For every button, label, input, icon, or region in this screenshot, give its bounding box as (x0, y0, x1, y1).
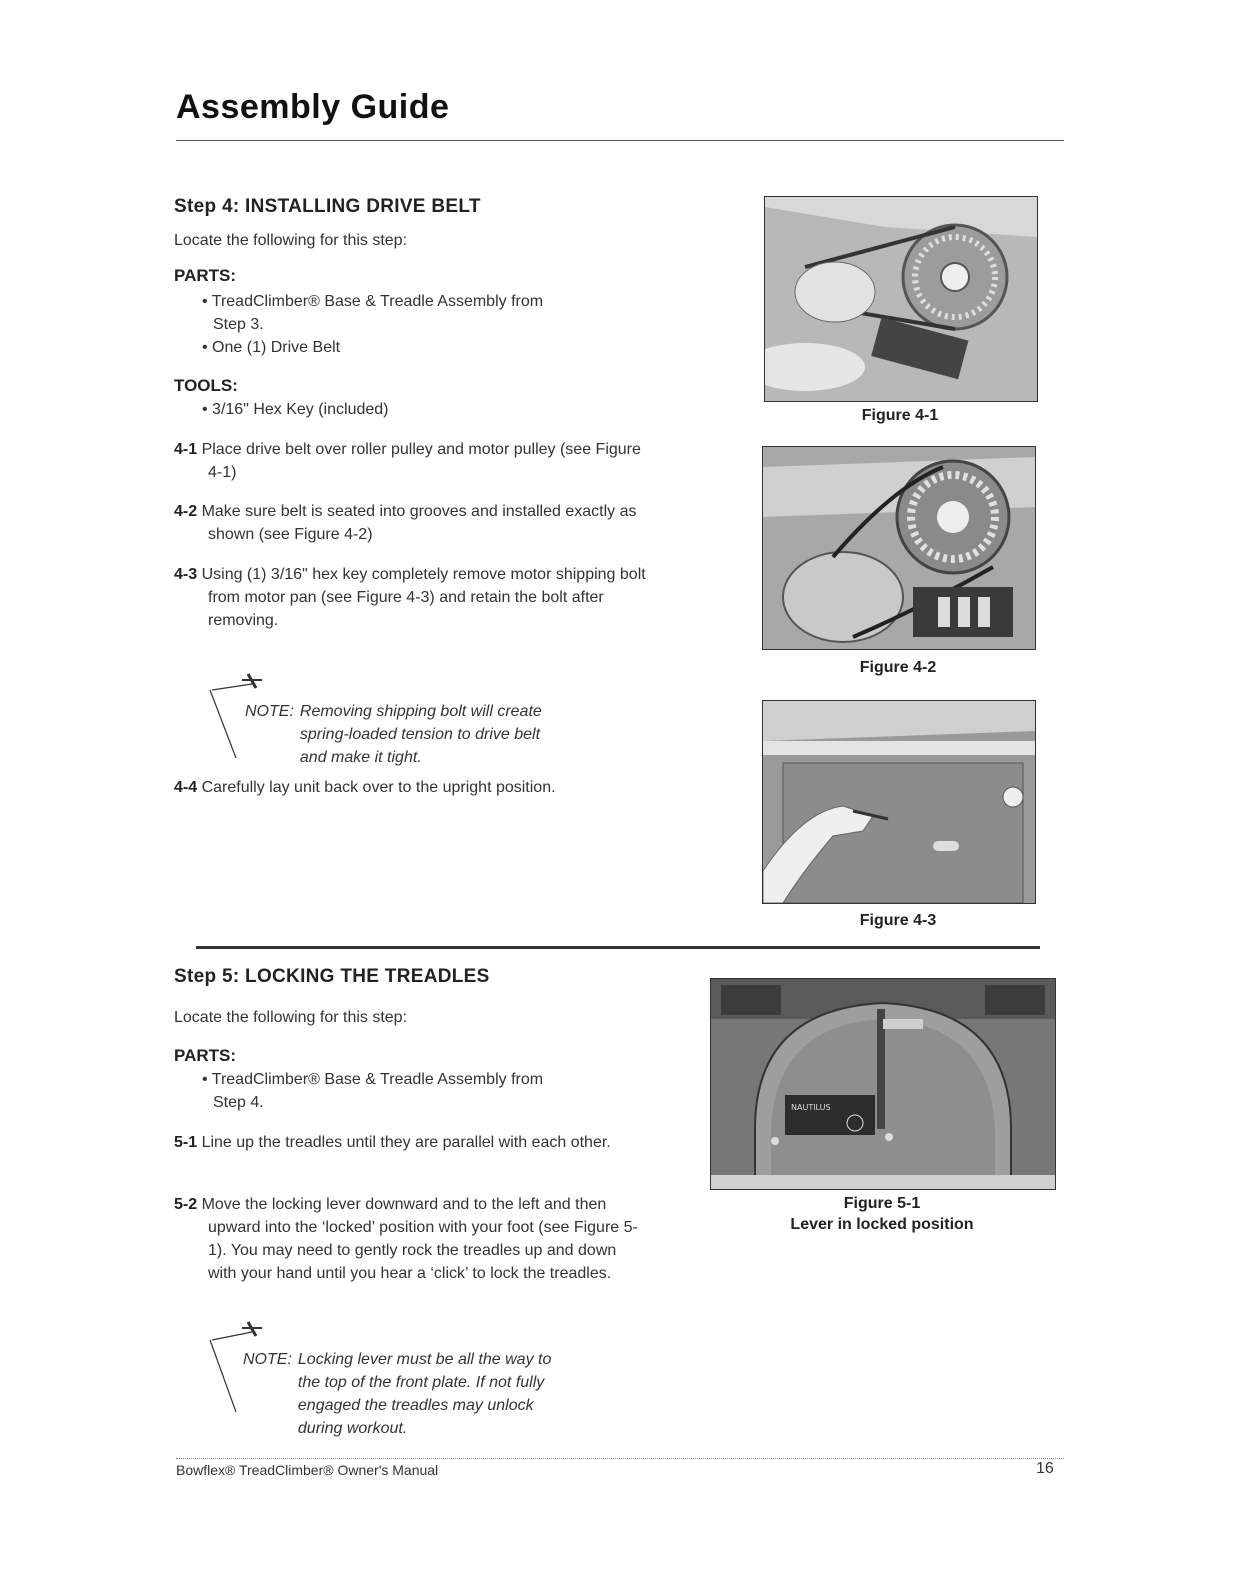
figure-4-3-image (762, 700, 1036, 904)
step4-part-item: • TreadClimber® Base & Treadle Assembly from (202, 293, 544, 310)
nameplate-brand: NAUTILUS (791, 1103, 831, 1112)
instruction-number: 4-4 (174, 779, 198, 796)
step5-part-item: • TreadClimber® Base & Treadle Assembly from (202, 1071, 544, 1088)
step5-heading (174, 966, 490, 988)
page-number: 16 (1036, 1460, 1054, 1477)
figure-4-1-image (764, 196, 1038, 402)
figure-4-2-image (762, 446, 1036, 650)
step4-heading-text: INSTALLING DRIVE BELT (245, 196, 481, 217)
locking-lever-photo (711, 979, 1055, 1189)
note-line: Removing shipping bolt will create (299, 703, 542, 720)
note-line: during workout. (297, 1420, 408, 1437)
step4-instruction-4-1 (174, 438, 648, 484)
instruction-number: 4-3 (174, 566, 198, 583)
instruction-text: Using (1) 3/16" hex key completely remove motor shipping bolt from motor pan (see Figure 4-3) and retain the bolt after removing. (201, 566, 646, 629)
instruction-text: Carefully lay unit back over to the upright position. (201, 779, 556, 796)
step4-part-item: Step 3. (213, 316, 264, 333)
figure-5-1-subcaption: Lever in locked position (790, 1216, 974, 1233)
figure-5-1-image (710, 978, 1056, 1190)
step5-instruction-5-1 (174, 1131, 648, 1154)
note-label: NOTE: (245, 703, 294, 720)
note-line: the top of the front plate. If not fully (297, 1374, 545, 1391)
step5-part-item: Step 4. (213, 1094, 264, 1111)
figure-4-1-caption: Figure 4-1 (861, 407, 939, 424)
instruction-number: 5-1 (174, 1134, 198, 1151)
footer-rule (176, 1458, 1064, 1459)
instruction-number: 5-2 (174, 1196, 198, 1213)
instruction-text: Line up the treadles until they are parallel with each other. (201, 1134, 611, 1151)
step5-intro: Locate the following for this step: (174, 1009, 408, 1026)
step4-instruction-4-4 (174, 776, 648, 799)
step5-note (243, 1348, 551, 1440)
note-line: and make it tight. (299, 749, 422, 766)
note-line: Locking lever must be all the way to (297, 1351, 552, 1368)
step4-note (245, 700, 542, 769)
section-divider (196, 946, 1040, 949)
step4-instruction-4-3 (174, 563, 648, 632)
note-label: NOTE: (243, 1351, 292, 1368)
step4-tools-label: TOOLS: (174, 376, 238, 395)
step4-parts-label: PARTS: (174, 266, 237, 285)
step4-intro: Locate the following for this step: (174, 232, 408, 249)
step4-part-item: • One (1) Drive Belt (202, 339, 341, 356)
header-rule (176, 140, 1064, 141)
step4-heading-number: Step 4: (174, 196, 240, 217)
step4-tool-item: • 3/16" Hex Key (included) (202, 401, 389, 418)
step5-parts-label: PARTS: (174, 1046, 237, 1065)
step5-heading-number: Step 5: (174, 966, 240, 987)
figure-4-3-caption: Figure 4-3 (859, 912, 937, 929)
instruction-text: Move the locking lever downward and to the left and then upward into the ‘locked’ position with your foot (see Figure 5-1). You may need to gently rock the treadles up and down with your hand until you hear a ‘click’ to lock the treadles. (201, 1196, 638, 1282)
drive-belt-photo (765, 197, 1037, 401)
footer-manual-title: Bowflex® TreadClimber® Owner's Manual (176, 1462, 439, 1478)
note-line: engaged the treadles may unlock (297, 1397, 534, 1414)
step4-instruction-4-2 (174, 500, 648, 546)
instruction-number: 4-2 (174, 503, 198, 520)
instruction-text: Place drive belt over roller pulley and motor pulley (see Figure 4-1) (201, 441, 641, 481)
instruction-number: 4-1 (174, 441, 198, 458)
note-line: spring-loaded tension to drive belt (299, 726, 541, 743)
figure-5-1-caption: Figure 5-1 (843, 1195, 921, 1212)
figure-4-2-caption: Figure 4-2 (859, 659, 937, 676)
step5-heading-text: LOCKING THE TREADLES (245, 966, 490, 987)
shipping-bolt-photo (763, 701, 1035, 903)
instruction-text: Make sure belt is seated into grooves and installed exactly as shown (see Figure 4-2) (201, 503, 637, 543)
page-title: Assembly Guide (176, 88, 450, 126)
belt-grooves-photo (763, 447, 1035, 649)
step5-instruction-5-2 (174, 1193, 648, 1285)
step4-heading (174, 196, 481, 218)
